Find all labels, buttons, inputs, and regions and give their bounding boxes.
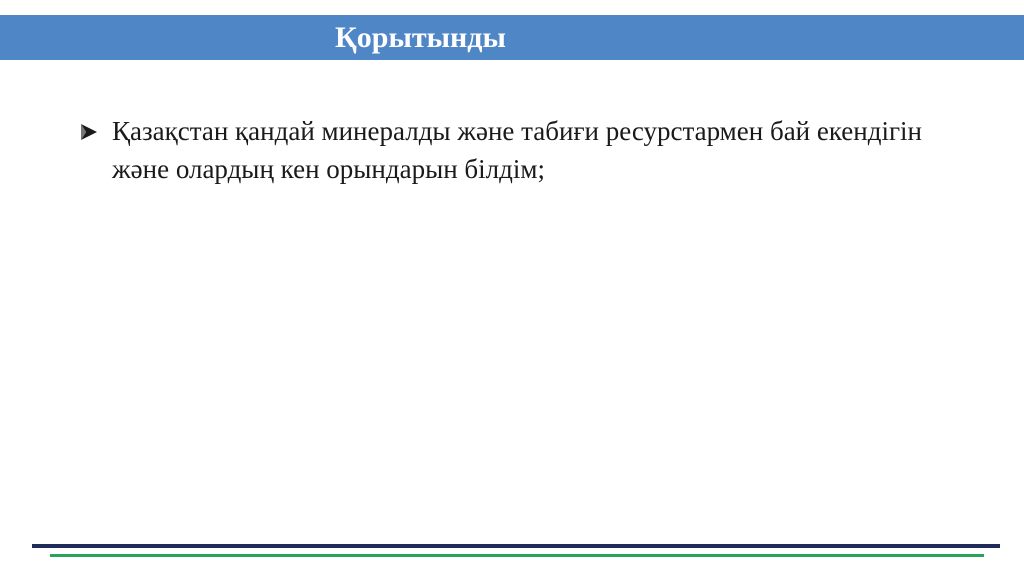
bullet-list (80, 112, 940, 188)
slide-title: Қорытынды (335, 21, 506, 54)
bullet-text: Қазақстан қандай минералды және табиғи ресурстармен бай екендігін және олардың кен орындарын білдім; (112, 116, 922, 184)
title-bar (0, 15, 1024, 60)
footer-rule-navy (32, 544, 1000, 548)
bullet-item (80, 112, 940, 188)
arrow-bullet-icon (80, 123, 98, 141)
footer-rule-green (50, 554, 984, 557)
